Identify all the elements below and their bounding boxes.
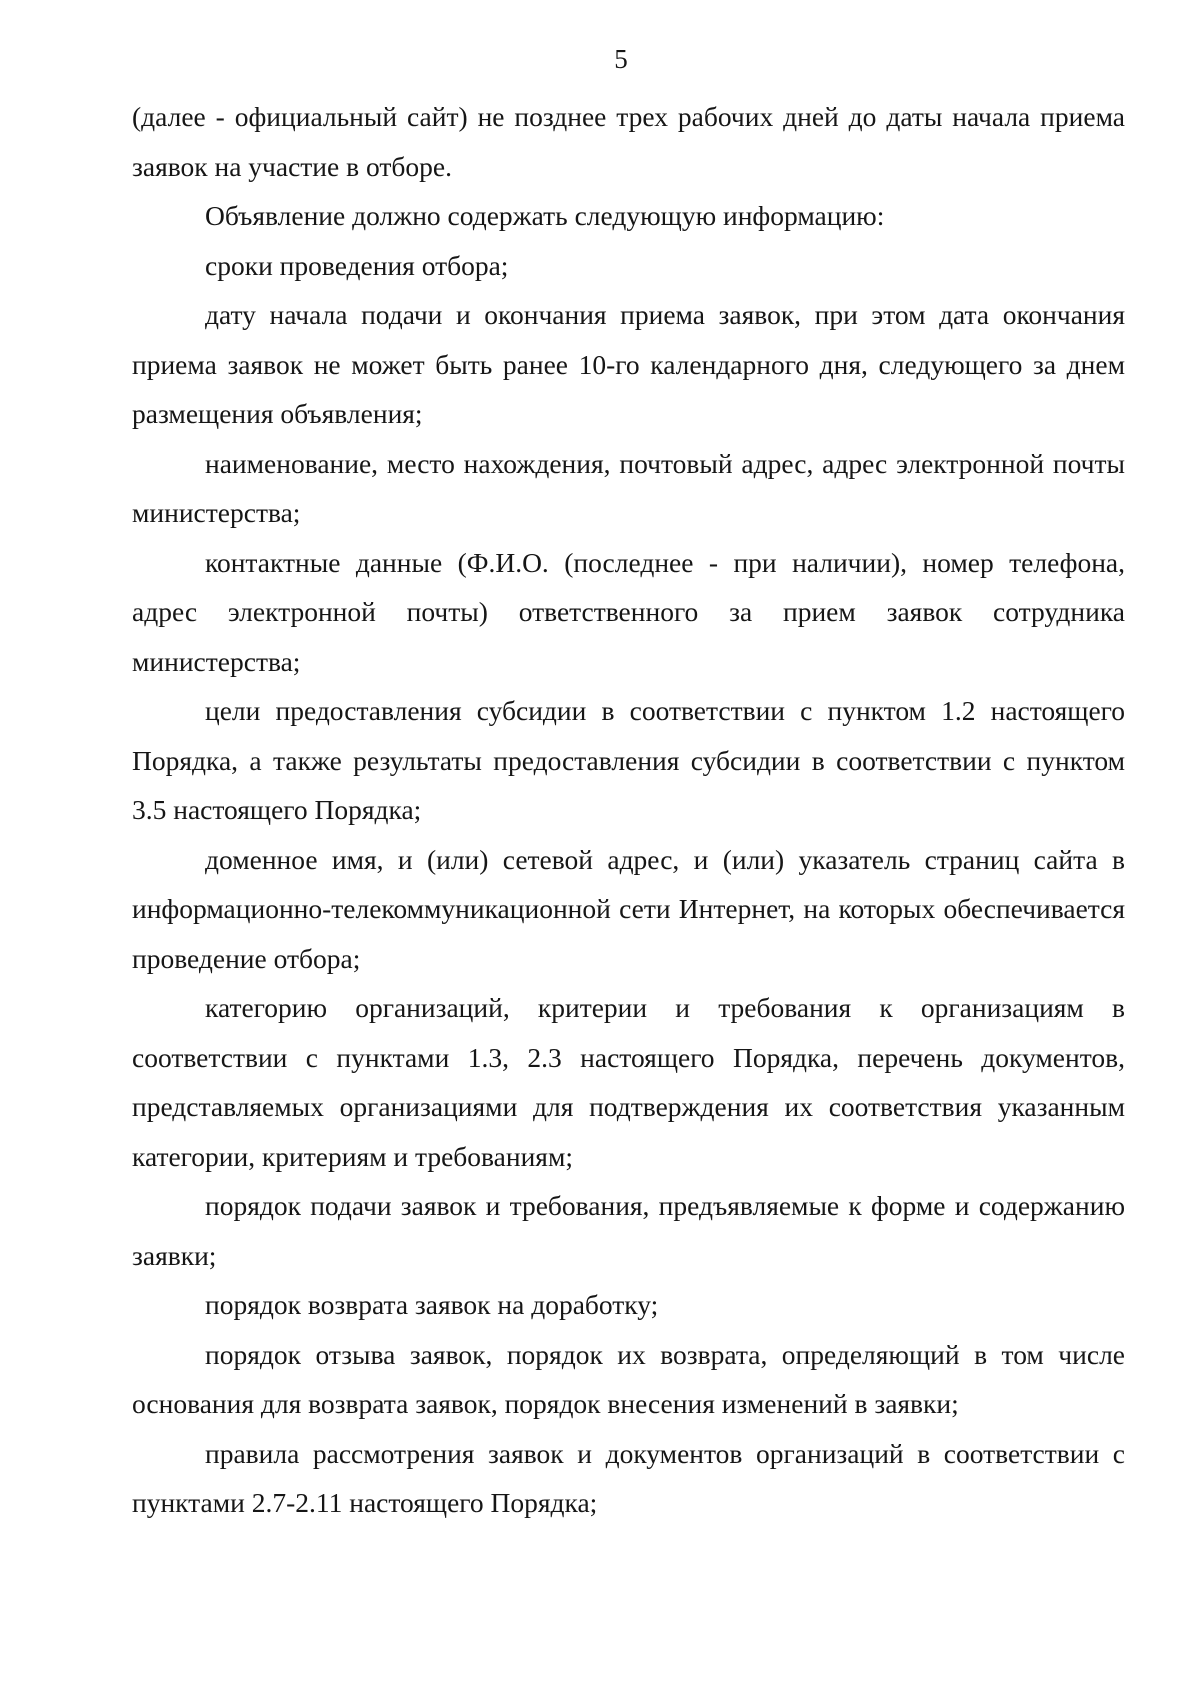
paragraph-continuation: (далее - официальный сайт) не позднее трех рабочих дней до даты начала приема заявок на участие в отборе.	[132, 101, 1125, 182]
list-item: контактные данные (Ф.И.О. (последнее - при наличии), номер телефона, адрес электронной почты) ответственного за прием заявок сотрудника министерства;	[132, 546, 1125, 677]
list-item: категорию организаций, критерии и требования к организациям в соответствии с пунктами 1.3, 2.3 настоящего Порядка, перечень документов, представляемых организациями для подтверждения их соответствия указанным категории, критериям и требованиям;	[132, 992, 1125, 1172]
list-item: порядок возврата заявок на доработку;	[205, 1289, 659, 1320]
list-item: порядок отзыва заявок, порядок их возврата, определяющий в том числе основания для возврата заявок, порядок внесения изменений в заявки;	[132, 1338, 1125, 1419]
list-item: правила рассмотрения заявок и документов организаций в соответствии с пунктами 2.7-2.11 настоящего Порядка;	[132, 1437, 1125, 1518]
page-number: 5	[614, 44, 628, 74]
list-item: порядок подачи заявок и требования, предъявляемые к форме и содержанию заявки;	[132, 1190, 1125, 1271]
list-item: цели предоставления субсидии в соответствии с пунктом 1.2 настоящего Порядка, а также результаты предоставления субсидии в соответствии с пунктом 3.5 настоящего Порядка;	[132, 695, 1125, 825]
list-item: сроки проведения отбора;	[205, 249, 509, 281]
paragraph: Объявление должно содержать следующую информацию:	[205, 200, 885, 231]
list-item: дату начала подачи и окончания приема заявок, при этом дата окончания приема заявок не может быть ранее 10-го календарного дня, следующего за днем размещения объявления;	[132, 299, 1125, 429]
document-body	[132, 92, 1125, 1528]
list-item: доменное имя, и (или) сетевой адрес, и (или) указатель страниц сайта в информационно-телекоммуникационной сети Интернет, на которых обеспечивается проведение отбора;	[132, 843, 1125, 974]
list-item: наименование, место нахождения, почтовый адрес, адрес электронной почты министерства;	[132, 447, 1125, 528]
